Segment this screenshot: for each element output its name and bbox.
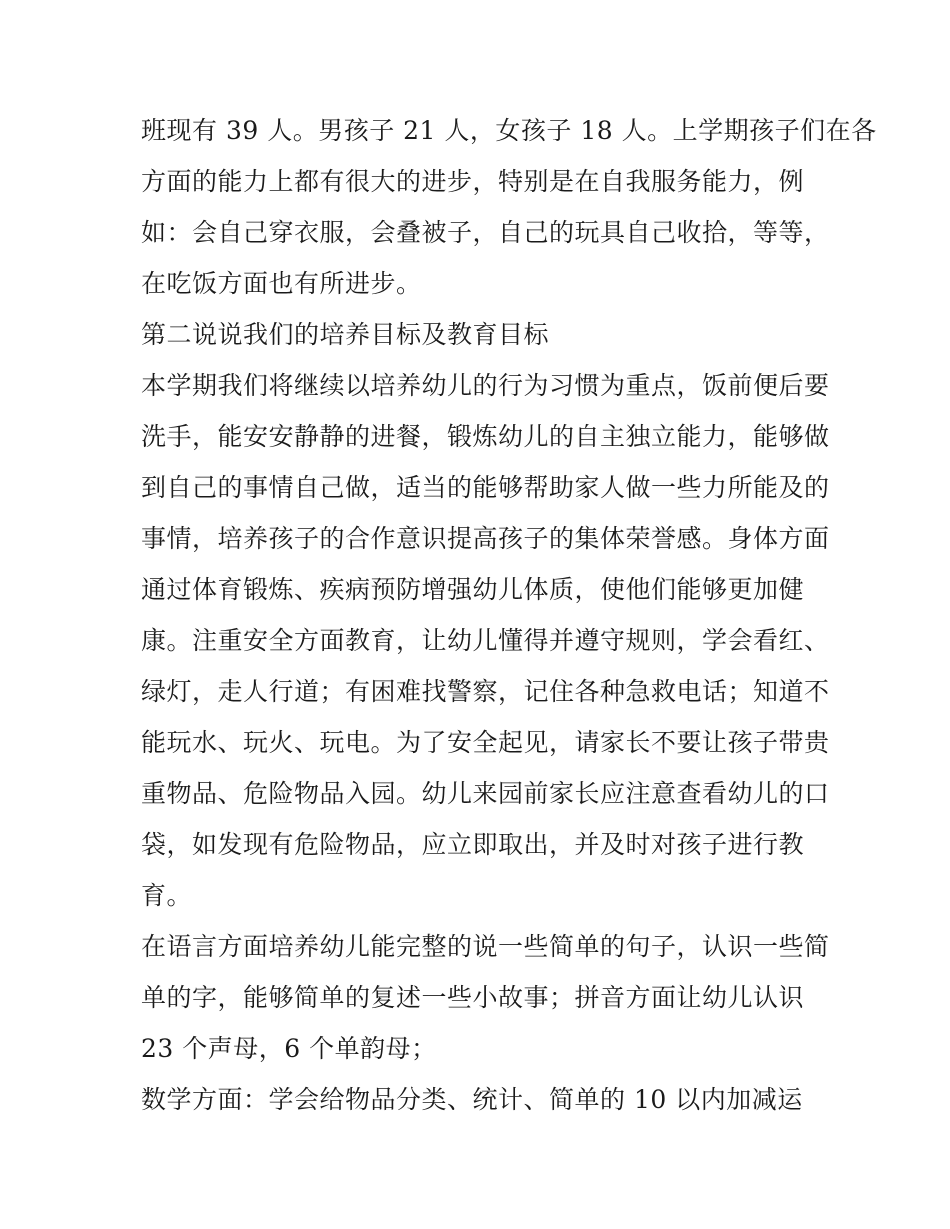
text-line-19: 23 个声母，6 个单韵母； — [141, 1034, 437, 1063]
text-line-9: 事情，培养孩子的合作意识提高孩子的集体荣誉感。身体方面 — [141, 524, 830, 553]
text-line-14: 重物品、危险物品入园。幼儿来园前家长应注意查看幼儿的口 — [141, 779, 830, 808]
body-text — [141, 105, 877, 1125]
section-heading: 第二说说我们的培养目标及教育目标 — [141, 320, 550, 349]
text-line-20: 数学方面：学会给物品分类、统计、简单的 10 以内加减运 — [141, 1085, 803, 1114]
text-line-15: 袋，如发现有危险物品，应立即取出，并及时对孩子进行教 — [141, 830, 805, 859]
text-line-16: 育。 — [141, 881, 193, 910]
text-line-12: 绿灯，走人行道；有困难找警察，记住各种急救电话；知道不 — [141, 677, 830, 706]
text-line-18: 单的字，能够简单的复述一些小故事；拼音方面让幼儿认识 — [141, 983, 805, 1012]
text-line-17: 在语言方面培养幼儿能完整的说一些简单的句子，认识一些简 — [141, 932, 830, 961]
text-line-13: 能玩水、玩火、玩电。为了安全起见，请家长不要让孩子带贵 — [141, 728, 830, 757]
text-line-4: 在吃饭方面也有所进步。 — [141, 269, 422, 298]
text-line-6: 本学期我们将继续以培养幼儿的行为习惯为重点，饭前便后要 — [141, 371, 830, 400]
text-line-7: 洗手，能安安静静的进餐，锻炼幼儿的自主独立能力，能够做 — [141, 422, 830, 451]
text-line-8: 到自己的事情自己做，适当的能够帮助家人做一些力所能及的 — [141, 473, 830, 502]
text-line-2: 方面的能力上都有很大的进步，特别是在自我服务能力，例 — [141, 167, 805, 196]
text-line-1: 班现有 39 人。男孩子 21 人，女孩子 18 人。上学期孩子们在各 — [141, 116, 877, 145]
text-line-10: 通过体育锻炼、疾病预防增强幼儿体质，使他们能够更加健 — [141, 575, 805, 604]
text-line-11: 康。注重安全方面教育，让幼儿懂得并遵守规则，学会看红、 — [141, 626, 830, 655]
text-line-3: 如：会自己穿衣服，会叠被子，自己的玩具自己收拾，等等， — [141, 218, 830, 247]
